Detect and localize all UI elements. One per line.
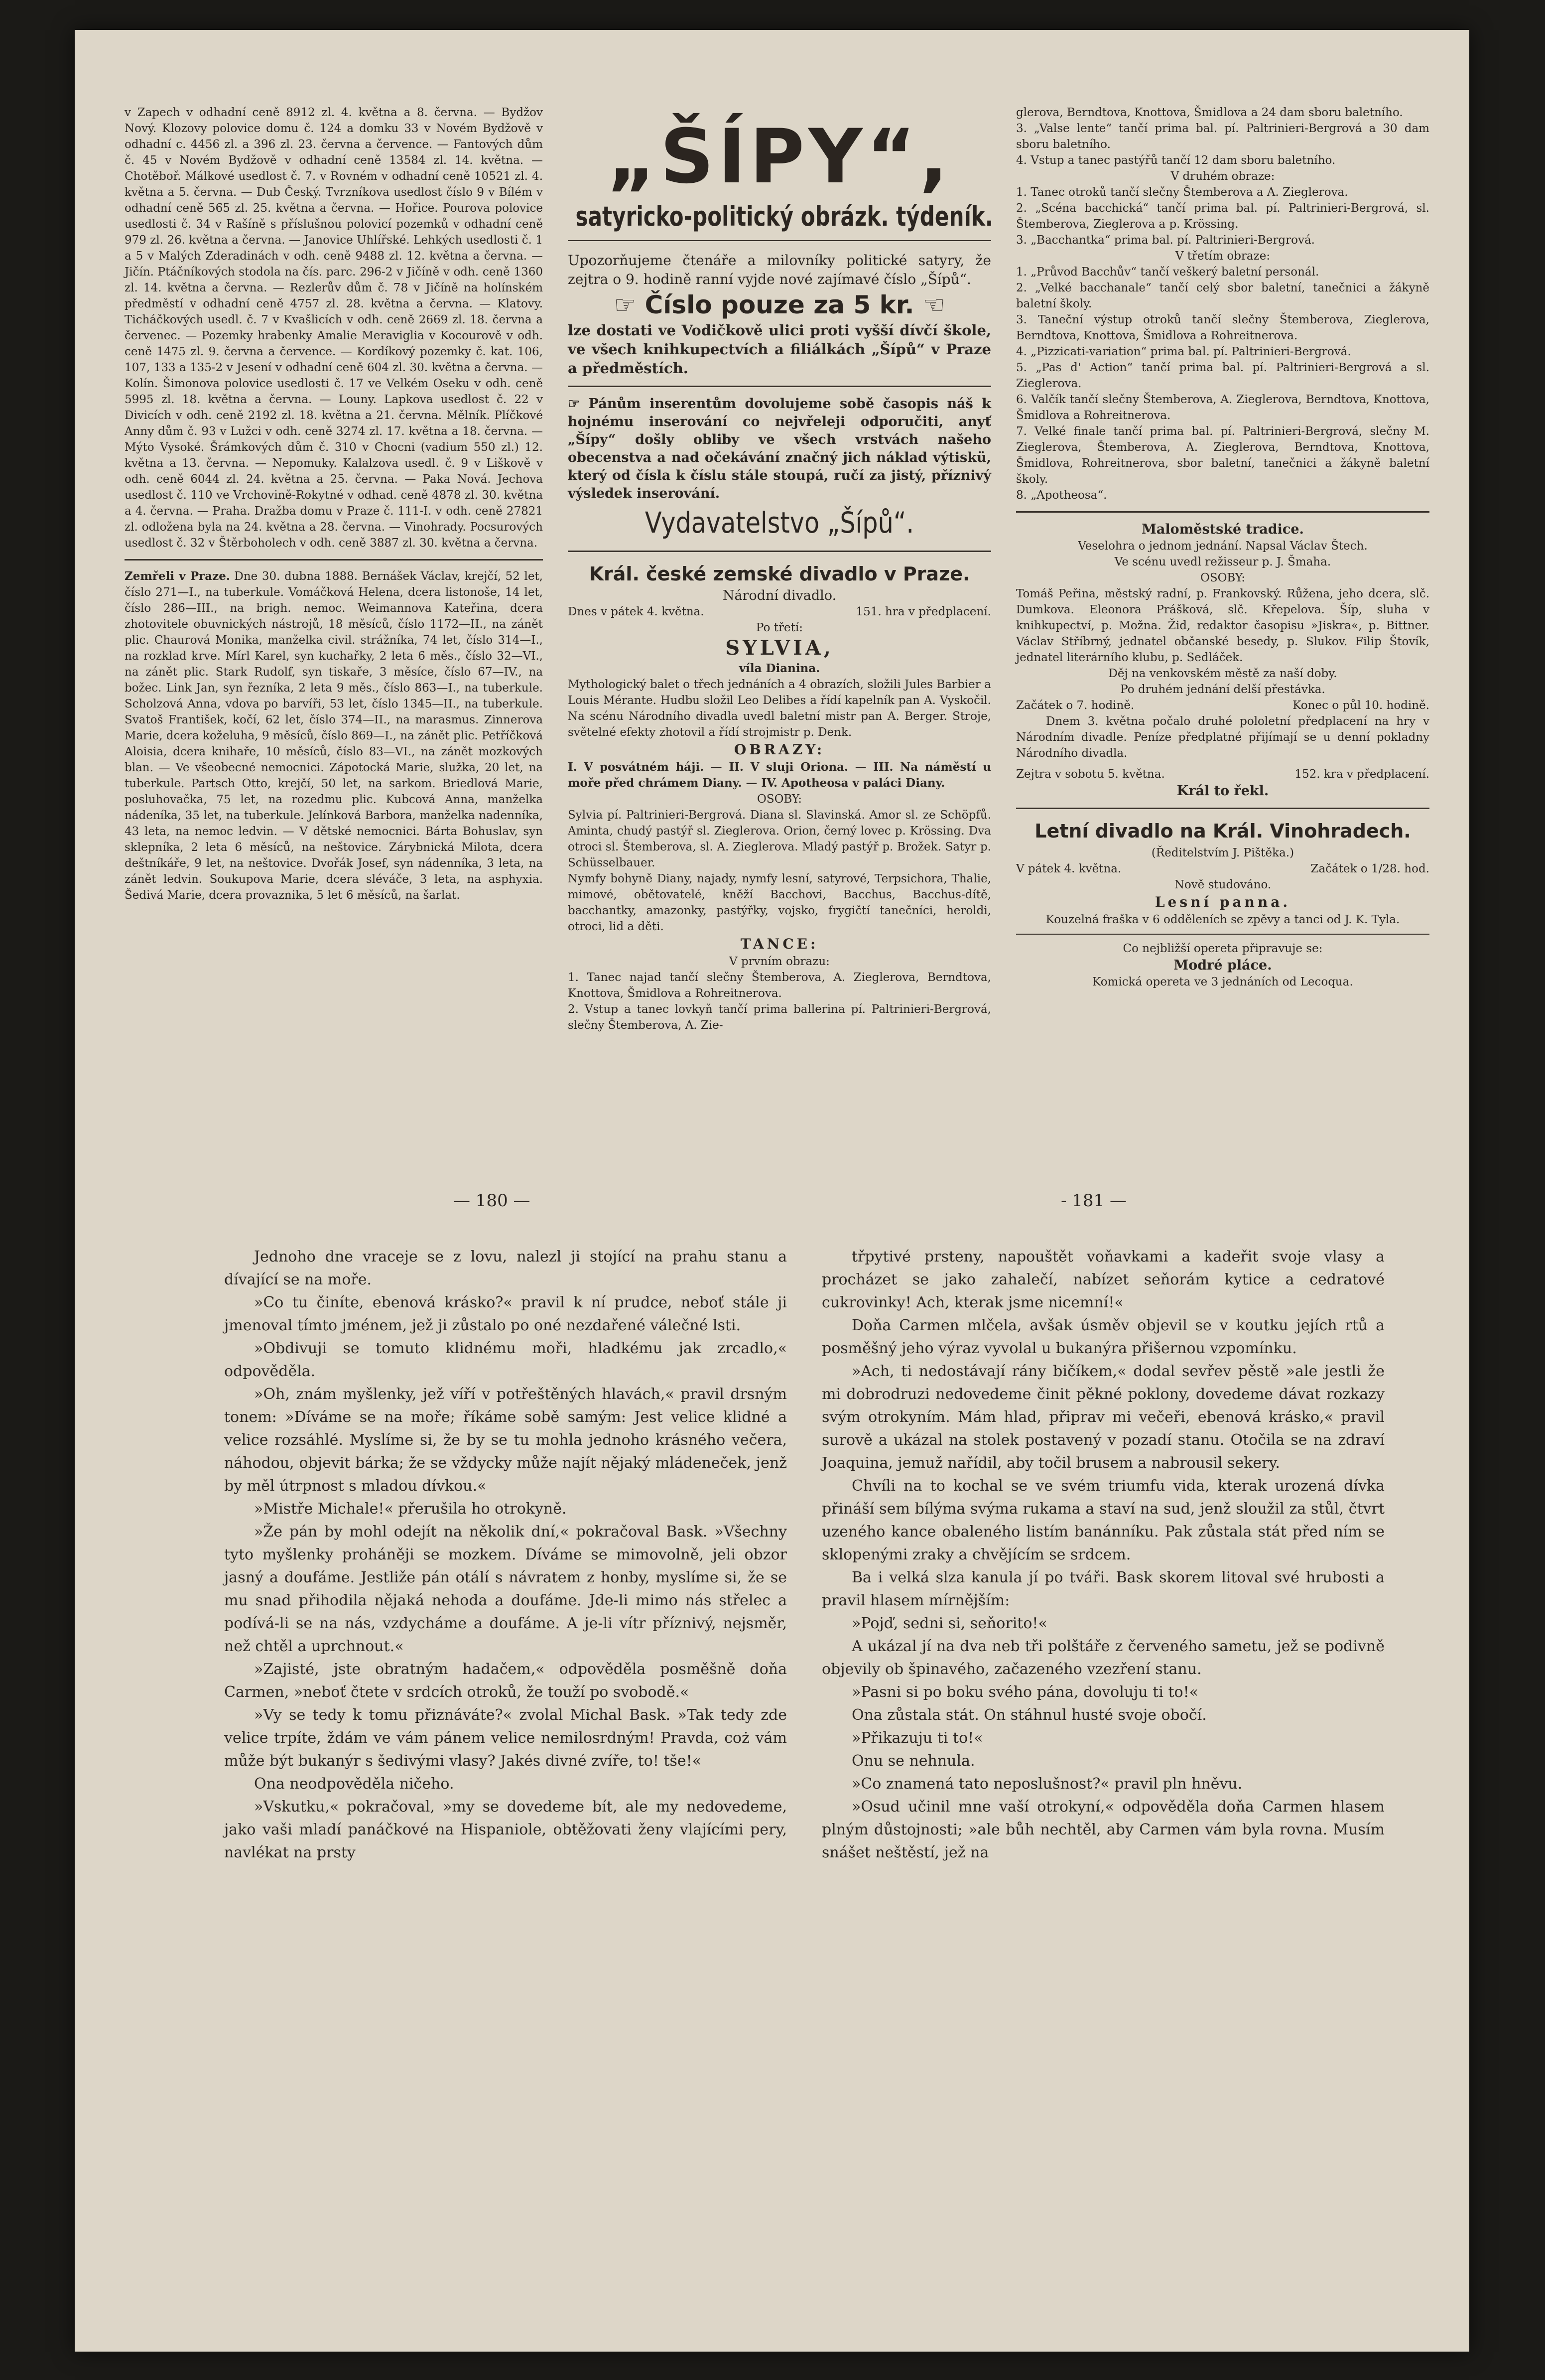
second-3: 3. „Bacchantka“ prima bal. pí. Paltrinieri-Bergrová. (1016, 234, 1315, 247)
persons-text: Sylvia pí. Paltrinieri-Bergrová. Diana sl. Slavinská. Amor sl. ze Schöpfů. Aminta, chudý pastýř sl. Zieglerova. Orion, černý lovec p. Krössing. Dva otroci sl. Štemberova, sl. A. Zieglerova. Mladý pastýř p. Brožek. Satyr p. Schüsselbauer. (568, 809, 991, 869)
third-7: 7. Velké finale tančí prima bal. pí. Paltrinieri-Bergrová, slečny M. Zieglerova, Štemberova, A. Zieglerova, Berndtova, Knottova, Šmidlova, Rohreitnerova, sbor baletní, tanečnici a žákyně baletní školy. (1016, 425, 1429, 486)
story-paragraph: »Osud učinil mne vaší otrokyní,« odpověděla doňa Carmen hlasem plným důstojnosti; »ale bůh nechtěl, aby Carmen vám byla rovna. Musím snášet neštěstí, jež na (822, 1798, 1385, 1861)
malo-persons-title: OSOBY: (1200, 571, 1246, 584)
malo-title: Maloměstské tradice. (1142, 522, 1304, 537)
story-paragraph: »Co znamená tato neposlušnost?« pravil pln hněvu. (852, 1775, 1243, 1793)
story-paragraph: »Zajisté, jste obratným hadačem,« odpověděla posměšně doňa Carmen, »neboť čtete v srdcích otroků, že touží po svobodě.« (224, 1661, 787, 1701)
opereta-title: Modré pláce. (1173, 958, 1272, 973)
play-subtitle: víla Dianina. (739, 662, 820, 675)
theatre-subtitle: Národní divadlo. (722, 588, 837, 603)
deaths-text: Bernášek Václav, krejčí, 52 let, číslo 271—I., na tuberkule. Vomáčková Helena, dcera listonoše, 14 let, číslo 286—III., na brigh. nemoc. Weimannova Kateřina, dcera zhotovitele obuvnických nástrojů, 18 měsíců, číslo 1172—II., na zánět plic. Chaurová Monika, manželka civil. strážníka, 74 let, číslo 314—I., na rozklad krve. Mírl Karel, syn kuchařky, 2 leta 6 měs., číslo 32—VI., na zánět plic. Stark Rudolf, syn tiskaře, 3 měsíce, číslo 67—IV., na božec. Link Jan, syn řezníka, 2 leta 9 měs., číslo 863—I., na tuberkule. Scholzová Anna, vdova po barvíři, 53 let, číslo 1345—II., na tuberkule. Svatoš František, kočí, 62 let, číslo 374—II., na marasmus. Zinnerova Marie, dcera koželuha, 9 měsíců, číslo 869—I., na zánět plic. Petříčková Aloisia, dcera knihaře, 10 měsíců, číslo 83—VI., na zánět mozkových blan. — Ve všeobecné nemocnici. Zápotocká Marie, služka, 20 let, na tuberkule. Partsch Otto, krejčí, 50 let, na sarkom. Briedlová Marie, posluhovačka, 75 let, na rozedmu plic. Kubcová Anna, manželka nádeníka, 35 let, na tuberkule. Jelínková Barbora, manželka nadenníka, 43 leta, na nemoc ledvin. — V dětské nemocnici. Bárta Bohuslav, syn sklepníka, 2 leta 6 měsíců, na neštovice. Zárybnická Milota, dcera deštníkáře, 9 let, na neštovice. Dvořák Josef, syn nádenníka, 3 leta, na zánět ledvin. Soukupova Marie, dcera sléváče, 3 leta, na asphyxia. Šedivá Marie, dcera provaznika, 5 let 6 měsíců, na šarlat. (125, 570, 543, 902)
story-paragraph: Onu se nehnula. (852, 1752, 975, 1770)
column-3 (1016, 105, 1429, 990)
letni-play: Lesní panna. (1155, 894, 1291, 910)
story-left (224, 1246, 787, 1864)
divider (568, 240, 991, 241)
publisher: Vydavatelstvo „Šípů“. (644, 506, 914, 540)
story-paragraph: »Co tu činíte, ebenová krásko?« pravil k ní prudce, neboť stále ji jmenoval tímto jménem, jež ji zůstalo po oné nezdařené válečné lsti. (224, 1294, 787, 1334)
auction-notices: v Zapech v odhadní ceně 8912 zl. 4. května a 8. června. — Bydžov Nový. Klozovy polovice domu č. 124 a domku 33 v Novém Bydžově v odhadní c. 4456 zl. a 396 zl. 23. června a července. — Fantových dům č. 45 v Novém Bydžově v odhadní ceně 13584 zl. 14. května. — Chotěboř. Málkové usedlost č. 7. v Rovném v odhadní ceně 10521 zl. 4. května a 5. června. — Dub Český. Tvrzníkova usedlost číslo 9 v Bílém v odhadní ceně 565 zl. 25. května a června. — Hořice. Pourova polovice usedlosti č. 34 v Rašíně s příslušnou polovicí pozemků v odhadní ceně 979 zl. 26. května a června. — Janovice Uhlířské. Lehkých usedlosti č. 1 a 5 v Malých Zderadinách v odh. ceně 9488 zl. 12. května a června. — Jičín. Ptáčníkových stodola na čís. parc. 296-2 v Jičíně v odh. ceně 1360 zl. 14. května a června. — Rezlerův dům č. 78 v Jičíně na holínském předměstí v odhadní ceně 4757 zl. 28. května a června. — Klatovy. Ticháčkových usedl. č. 7 v Kvašlicích v odh. ceně 2669 zl. 18. června a červenec. — Pozemky hrabenky Amalie Meraviglia v Kocourově v odh. ceně 1475 zl. 9. června a července. — Kordíkový pozemky č. kat. 106, 107, 133 a 135-2 v Jesení v odhadní ceně 604 zl. 30. května a června. — Kolín. Šimonova polovice usedlosti č. 17 ve Velkém Oseku v odh. ceně 5995 zl. 18. května a června. — Louny. Lapkova usedlost č. 22 v Divicích v odh. ceně 2192 zl. 18. května a 21. června. Mělník. Plíčkové Anny dům č. 93 v Lužci v odh. ceně 3274 zl. 17. května a 18. června. — Mýto Vysoké. Šrámkových dům č. 310 v Chocni (vadium 550 zl.) 12. května a 13. června. — Nepomuky. Kalalzova usedl. č. 9 v Liškově v odh. ceně 6044 zl. 24. května a 25. června. — Paka Nová. Jechova usedlost č. 110 ve Vrchovině-Rokytné v odhad. ceně 4878 zl. 30. května a 4. června. — Praha. Dražba domu v Praze č. 111-I. v odh. ceně 27821 zl. odložena byla na 24. května a 28. června. — Vinohrady. Pocsurových usedlost č. 32 v Štěrboholech v odh. ceně 3887 zl. 30. května a června. (125, 106, 543, 550)
masthead-subtitle: satyricko-politický obrázk. týdeník. (575, 201, 993, 232)
story-paragraph: třpytivé prsteny, napouštět voňavkami a kadeřit svoje vlasy a procházet se jako zahalečí, nabízet seňorám kytice a cedratové cukrovinky! Ach, kterak jsme nicemní!« (822, 1248, 1385, 1311)
divider (1016, 808, 1429, 809)
tomorrow-row (1016, 766, 1429, 782)
images-title: OBRAZY: (734, 741, 825, 758)
story-paragraph: »Pojď, sedni si, seňorito!« (852, 1615, 1047, 1632)
availability: lze dostati ve Vodičkově ulici proti vyšší dívčí škole, ve všech knihkupectvích a filiálkách „Šípů“ v Praze a předměstích. (568, 322, 991, 377)
story-right (822, 1246, 1385, 1864)
persons-title: OSOBY: (757, 793, 802, 806)
third-2: 2. „Velké bacchanale“ tančí celý sbor baletní, tanečnici a žákyně baletní školy. (1016, 281, 1429, 310)
malo-times (1016, 698, 1429, 713)
story-paragraph: A ukázal jí na dva neb tři polštáře z červeného sametu, jež se podivně objevily ob špinavého, začazeného vzezření stanu. (822, 1638, 1385, 1678)
letni-director: (Ředitelstvím J. Pištěka.) (1151, 846, 1294, 859)
pointing-hand-icon: ☜ (914, 290, 945, 319)
first-image-label: V prvním obrazu: (729, 955, 830, 968)
second-2: 2. „Scéna bacchická“ tančí prima bal. pí. Paltrinieri-Bergrová, sl. Štemberova, Zieglerova a p. Krössing. (1016, 202, 1429, 231)
price-banner: ☞ Číslo pouze za 5 kr. ☜ (614, 290, 945, 319)
letni-row (1016, 861, 1429, 877)
tomorrow-play: Král to řekl. (1176, 783, 1269, 799)
story-paragraph: Ba i velká slza kanula jí po tváři. Bask skorem litoval své hrubosti a pravil hlasem mírnějším: (822, 1569, 1385, 1609)
story-paragraph: »Vskutku,« pokračoval, »my se dovedeme bít, ale my nedovedeme, jako vaši mladí panáčkové na Hispaniole, obtěžovati ženy vlajícími pery, navlékat na prsty (224, 1798, 787, 1861)
malo-break: Po druhém jednání delší přestávka. (1120, 683, 1325, 696)
column-2 (568, 105, 991, 1033)
advert-text: ☞ Pánům inserentům dovolujeme sobě časopis náš k hojnému inserování co nejvřeleji odporučiti, anyť „Šípy“ došly obliby ve všech vrstvách našeho obecenstva a nad očekávání značný jich náklad výtiskü, který od čísla k číslu stále stoupá, ručí za jistý, příznivý výsledek inserování. (568, 396, 992, 501)
divider (568, 386, 991, 387)
notice: Upozorňujeme čtenáře a milovníky politické satyry, že zejtra o 9. hodině ranní vyjde nové zajímavé číslo „Šípů“. (568, 252, 991, 287)
dance-2-cont: glerova, Berndtova, Knottova, Šmidlova a 24 dam sboru baletního. (1016, 106, 1403, 119)
malo-cast: Tomáš Peřina, městský radní, p. Frankovský. Růžena, jeho dcera, slč. Dumkova. Eleonora Prášková, slč. Křepelova. Šíp, sluha v knihkupectví, p. Možna. Žid, redaktor časopisu »Jiskra«, p. Bittner. Václav Stříbrný, jednatel občanské besedy, p. Slukov. Filip Štovík, jednatel literárního klubu, p. Sedláček. (1016, 587, 1429, 664)
dance-3: 3. „Valse lente“ tančí prima bal. pí. Paltrinieri-Bergrová a 30 dam sboru baletního. (1016, 122, 1429, 151)
dance-2: 2. Vstup a tanec lovkyň tančí prima ballerina pí. Paltrinieri-Bergrová, slečny Štemberova, A. Zie- (568, 1003, 991, 1032)
story-paragraph: »Že pán by mohl odejít na několik dní,« pokračoval Bask. »Všechny tyto myšlenky proháněji se mozkem. Díváme se mimovolně, jeli obzor jasný a doufáme. Jestliže pán otálí s návratem z honby, myslíme si, že se mu snad přihodila nějaká nehoda a doufáme. Jde-li mimo nás střelec a podívá-li se na nás, vzdycháme a doufáme. A je-li vítr příznivý, nejsměr, než chtěl a uprchnout.« (224, 1523, 787, 1655)
story-paragraph: Ona zůstala stát. On stáhnul husté svoje obočí. (852, 1706, 1207, 1724)
page-number-left: — 180 — (453, 1191, 530, 1211)
malo-place: Děj na venkovském městě za naší doby. (1108, 667, 1337, 680)
third-image-label: V třetím obraze: (1175, 250, 1271, 263)
deaths-title: Zemřeli v Praze. (125, 569, 230, 583)
story-paragraph: »Oh, znám myšlenky, jež víří v potřeštěných hlavách,« pravil drsným tonem: »Díváme se na moře; říkáme sobě samým: Jest velice klidné a velice rozsáhlé. Myslíme si, že by se tu mohla jednoho krásného večera, náhodou, objevit bárka; že se vždycky může najít nějaký mládeneček, jenž by měl útrpnost s mladou dívkou.« (224, 1386, 787, 1495)
letni-description: Kouzelná fraška v 6 odděleních se zpěvy a tanci od J. K. Tyla. (1045, 913, 1400, 926)
theatre-date: Dnes v pátek 4. května. (568, 605, 704, 618)
third-1: 1. „Průvod Bacchův“ tančí veškerý baletní personál. (1016, 266, 1319, 279)
third-6: 6. Valčík tančí slečny Štemberova, A. Zieglerova, Berndtova, Knottova, Šmidlova a Rohreitnerova. (1016, 393, 1429, 422)
newspaper-page (75, 30, 1469, 2352)
letni-new: Nově studováno. (1174, 878, 1272, 891)
story-paragraph: »Mistře Michale!« přerušila ho otrokyně. (254, 1500, 567, 1518)
malo-start: Začátek o 7. hodině. (1016, 699, 1135, 712)
story-paragraph: »Ach, ti nedostávají rány bičíkem,« dodal sevřev pěstě »ale jestli že mi dobrodruzi nedovedeme činit pěkné poklony, dovedeme dávat rozkazy svým otrokyním. Mám hlad, připrav mi večeři, ebenová krásko,« pravil surově a ukázal na stolek postavený v pozadí stanu. Otočila se na zdraví Joaquina, jemuž nařídil, aby točil brusem a nabrousil sekery. (822, 1363, 1385, 1472)
second-image-label: V druhém obraze: (1170, 170, 1275, 183)
divider (125, 559, 543, 560)
second-1: 1. Tanec otroků tančí slečny Štemberova a A. Zieglerova. (1016, 186, 1348, 199)
opereta-intro: Co nejbližší opereta připravuje se: (1123, 942, 1323, 955)
tomorrow-date: Zejtra v sobotu 5. května. (1016, 768, 1165, 781)
letni-date: V pátek 4. května. (1016, 862, 1122, 875)
divider (1016, 511, 1429, 513)
theatre-title: Král. české zemské divadlo v Praze. (589, 563, 970, 585)
masthead: „ŠÍPY“, (607, 114, 952, 200)
divider (568, 551, 991, 552)
deaths-date: Dne 30. dubna 1888. (234, 570, 358, 583)
theatre-performance-count: Po třetí: (756, 621, 803, 634)
malo-subtitle: Veselohra o jednom jednání. Napsal Václav Štech. (1078, 540, 1368, 553)
divider (1016, 934, 1429, 935)
column-1 (125, 105, 543, 903)
third-4: 4. „Pizzicati-variation“ prima bal. pí. Paltrinieri-Bergrová. (1016, 345, 1351, 358)
page-number-right: - 181 — (1061, 1191, 1127, 1211)
pointing-hand-icon: ☞ (568, 396, 589, 412)
story-paragraph: Chvíli na to kochal se ve svém triumfu vida, kterak urozená dívka přináší sem bílýma svýma rukama a staví na sud, jenž sloužil za stůl, čtvrt uzeného kance obaleného listím banánníku. Pak zůstala stát před ním se sklopenými zraky a chvějícím se srdcem. (822, 1477, 1385, 1563)
malo-end: Konec o půl 10. hodině. (1292, 699, 1429, 712)
story-paragraph: »Obdivuji se tomuto klidnému moři, hladkému jak zrcadlo,« odpověděla. (224, 1340, 787, 1380)
nymphs-text: Nymfy bohyně Diany, najady, nymfy lesní, satyrové, Terpsichora, Thalie, mimové, obětovatelé, kněží Bacchovi, Bacchus, Bacchus-dítě, bacchantky, amazonky, pastýřky, vojsko, frygičtí tanečníci, heroldi, otroci, lid a děti. (568, 872, 991, 933)
dance-4: 4. Vstup a tanec pastýřů tančí 12 dam sboru baletního. (1016, 154, 1336, 167)
story-paragraph: Ona neodpověděla ničeho. (254, 1775, 454, 1793)
story-paragraph: »Vy se tedy k tomu přiznáváte?« zvolal Michal Bask. »Tak tedy zde velice trpíte, ždám ve vám pánem velice nemilosrdným! Pravda, coż vám může být bukanýr s šedivými vlasy? Jakés divné zvíře, to! tše!« (224, 1706, 787, 1770)
images-text: I. V posvátném háji. — II. V sluji Oriona. — III. Na náměstí u moře před chrámem Diany. — IV. Apotheosa v paláci Diany. (568, 760, 991, 790)
story-paragraph: »Přikazuju ti to!« (852, 1729, 983, 1747)
theatre-subscription: 151. hra v předplacení. (856, 605, 991, 618)
malo-director: Ve scénu uvedl režisseur p. J. Šmaha. (1114, 556, 1331, 568)
play-description: Mythologický balet o třech jednáních a 4 obrazích, složili Jules Barbier a Louis Mérante. Hudbu složil Leo Delibes a řídí kapelník pan A. Vyskočil. Na scénu Národního divadla uvedl baletní mistr pan A. Berger. Stroje, světelné efekty zhotovil a řídí strojmistr p. Denk. (568, 678, 991, 739)
dances-title: TANCE: (740, 936, 819, 952)
third-5: 5. „Pas d' Action“ tančí prima bal. pí. Paltrinieri-Bergrová a sl. Zieglerova. (1016, 361, 1429, 390)
letni-title: Letní divadlo na Král. Vinohradech. (1034, 820, 1411, 842)
story-paragraph: Doňa Carmen mlčela, avšak úsměv objevil se v koutku jejích rtů a posměšný jeho výraz vyvolal u bukanýra přišernou vzpomínku. (822, 1317, 1385, 1357)
pointing-hand-icon: ☞ (614, 290, 645, 319)
deaths-section (125, 568, 543, 903)
tomorrow-subscription: 152. kra v předplacení. (1294, 768, 1429, 781)
malo-note: Dnem 3. května počalo druhé pololetní předplacení na hry v Národním divadle. Peníze předplatné přijímají se u denní pokladny Národního divadla. (1016, 715, 1429, 760)
letni-start: Začátek o 1/28. hod. (1310, 862, 1429, 875)
play-title: SYLVIA, (725, 636, 834, 660)
opereta-description: Komická opereta ve 3 jednáních od Lecoqua. (1092, 976, 1353, 988)
story-paragraph: »Pasni si po boku svého pána, dovoluju ti to!« (852, 1683, 1199, 1701)
third-3: 3. Taneční výstup otroků tančí slečny Štemberova, Zieglerova, Berndtova, Knottova, Šmidlova a Rohreitnerova. (1016, 313, 1429, 342)
story-paragraph: Jednoho dne vraceje se z lovu, nalezl ji stojící na prahu stanu a dívající se na moře. (224, 1248, 787, 1288)
dance-1: 1. Tanec najad tančí slečny Štemberova, A. Zieglerova, Berndtova, Knottova, Šmidlova a Rohreitnerova. (568, 971, 991, 1000)
theatre-date-row (568, 604, 991, 620)
third-8: 8. „Apotheosa“. (1016, 489, 1107, 502)
